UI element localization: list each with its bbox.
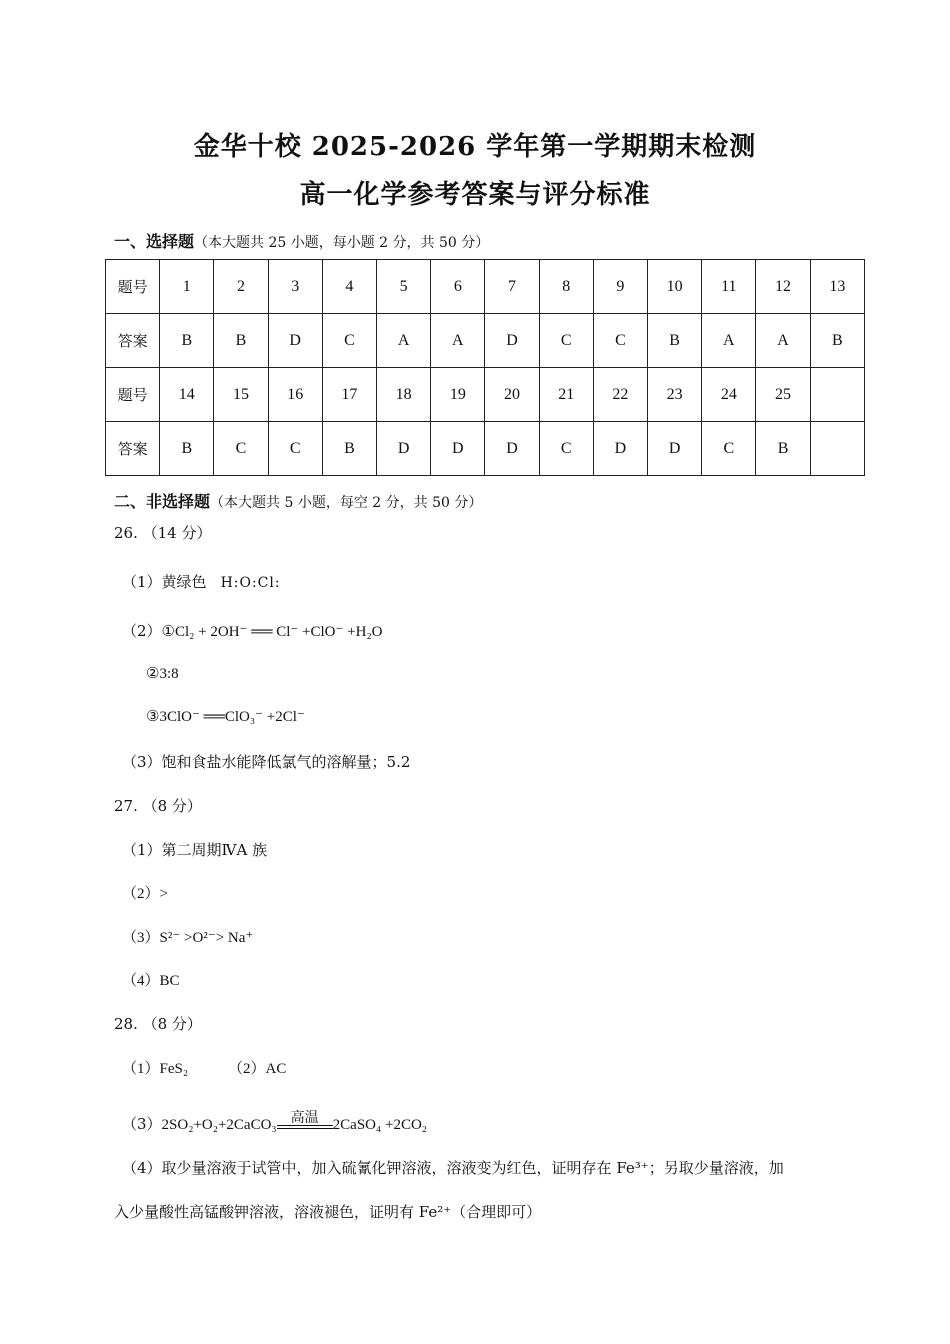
q28-part3-right: 2CaSO₄ +2CO₂ <box>332 1117 428 1133</box>
table-cell: B <box>648 314 702 368</box>
q26-part3-text: 饱和食盐水能降低氯气的溶解量；5.2 <box>161 753 411 771</box>
table-cell: B <box>214 314 268 368</box>
table-cell: A <box>702 314 756 368</box>
table-cell: 7 <box>485 260 539 314</box>
page-subtitle: 高一化学参考答案与评分标准 <box>299 180 651 210</box>
table-label-question: 题号 <box>106 260 160 314</box>
q28-part3-label: （3） <box>122 1115 162 1133</box>
table-cell: 19 <box>431 368 485 422</box>
answer-table <box>105 259 865 476</box>
q26-part2-b: ②3:8 <box>146 666 179 682</box>
table-cell: 2 <box>214 260 268 314</box>
table-cell: 13 <box>810 260 864 314</box>
table-cell: 23 <box>648 368 702 422</box>
q26-part3-label: （3） <box>122 753 162 771</box>
table-cell: 4 <box>322 260 376 314</box>
table-cell: 11 <box>702 260 756 314</box>
table-label-question: 题号 <box>106 368 160 422</box>
table-cell: C <box>539 314 593 368</box>
table-cell: 6 <box>431 260 485 314</box>
table-cell: 20 <box>485 368 539 422</box>
table-cell: 14 <box>160 368 214 422</box>
table-cell: D <box>485 422 539 476</box>
table-cell: D <box>593 422 647 476</box>
q28-part4-line1: （4）取少量溶液于试管中，加入硫氰化钾溶液，溶液变为红色，证明存在 Fe³⁺；另取少量溶液，加 <box>122 1159 784 1177</box>
table-row-answer-2 <box>106 422 865 476</box>
table-cell: 17 <box>322 368 376 422</box>
table-cell: C <box>268 422 322 476</box>
q26-part2 <box>122 620 383 641</box>
table-cell: B <box>160 314 214 368</box>
q28-heading: 28. （8 分） <box>114 1015 202 1033</box>
table-cell: A <box>756 314 810 368</box>
q27-part4: （4）BC <box>122 973 180 989</box>
q26-part2-a: ①Cl₂ + 2OH⁻ ══ Cl⁻ +ClO⁻ +H₂O <box>161 624 383 640</box>
q27-part2: （2）> <box>122 886 168 902</box>
reaction-condition-sign <box>277 1110 333 1129</box>
table-cell: B <box>756 422 810 476</box>
table-cell: 24 <box>702 368 756 422</box>
table-cell: A <box>377 314 431 368</box>
table-cell: D <box>648 422 702 476</box>
q26-part1-label: （1） <box>122 573 162 591</box>
table-cell: 16 <box>268 368 322 422</box>
table-cell: D <box>268 314 322 368</box>
table-cell: A <box>431 314 485 368</box>
q26-part1-text: 黄绿色 <box>161 573 207 591</box>
table-cell: C <box>593 314 647 368</box>
section-choice-note: （本大题共 25 小题，每小题 2 分，共 50 分） <box>194 235 490 251</box>
q26-part3 <box>122 751 410 772</box>
section-choice-title: 一、选择题 <box>114 232 195 251</box>
table-cell <box>810 422 864 476</box>
q28-part1: （1）FeS₂ <box>122 1061 189 1077</box>
q28-part3-left: 2SO₂+O₂+2CaCO₃ <box>161 1117 277 1133</box>
table-cell: C <box>214 422 268 476</box>
table-cell: 22 <box>593 368 647 422</box>
table-cell: C <box>702 422 756 476</box>
table-row-question-2 <box>106 368 865 422</box>
table-cell: B <box>810 314 864 368</box>
section-nonchoice-title: 二、非选择题 <box>114 492 211 511</box>
table-row-question-1 <box>106 260 865 314</box>
table-cell: 9 <box>593 260 647 314</box>
table-cell: 10 <box>648 260 702 314</box>
table-cell: 3 <box>268 260 322 314</box>
table-cell: C <box>539 422 593 476</box>
table-cell: 25 <box>756 368 810 422</box>
table-cell: 1 <box>160 260 214 314</box>
hclo-electron-formula: H:O:Cl: <box>220 575 281 591</box>
table-cell: B <box>322 422 376 476</box>
table-cell: 21 <box>539 368 593 422</box>
q26-part1 <box>122 571 281 592</box>
table-row-answer-1 <box>106 314 865 368</box>
q26-part2-c: ③3ClO⁻ ══ClO₃⁻ +2Cl⁻ <box>146 709 305 725</box>
table-cell: C <box>322 314 376 368</box>
table-cell: 12 <box>756 260 810 314</box>
q28-part2: （2）AC <box>228 1061 287 1077</box>
table-cell: D <box>485 314 539 368</box>
section-choice-heading <box>114 229 489 252</box>
table-cell: 18 <box>377 368 431 422</box>
table-cell: 15 <box>214 368 268 422</box>
q26-heading: 26. （14 分） <box>114 524 212 542</box>
page-title: 金华十校 2025-2026 学年第一学期期末检测 <box>193 132 757 162</box>
table-cell: B <box>160 422 214 476</box>
table-label-answer: 答案 <box>106 314 160 368</box>
table-cell: D <box>377 422 431 476</box>
reaction-condition: 高温 <box>290 1110 319 1126</box>
q26-part2-label: （2） <box>122 622 162 640</box>
section-nonchoice-heading <box>114 489 482 512</box>
q27-heading: 27. （8 分） <box>114 797 202 815</box>
q28-part4-line2: 入少量酸性高锰酸钾溶液，溶液褪色，证明有 Fe²⁺（合理即可） <box>114 1203 542 1221</box>
table-cell: 8 <box>539 260 593 314</box>
table-cell: 5 <box>377 260 431 314</box>
table-label-answer: 答案 <box>106 422 160 476</box>
q27-part1: （1）第二周期ⅣA 族 <box>122 841 268 859</box>
q28-part3 <box>122 1110 428 1134</box>
table-cell: D <box>431 422 485 476</box>
section-nonchoice-note: （本大题共 5 小题，每空 2 分，共 50 分） <box>210 495 483 511</box>
table-cell <box>810 368 864 422</box>
q27-part3: （3）S²⁻ >O²⁻> Na⁺ <box>122 930 254 946</box>
